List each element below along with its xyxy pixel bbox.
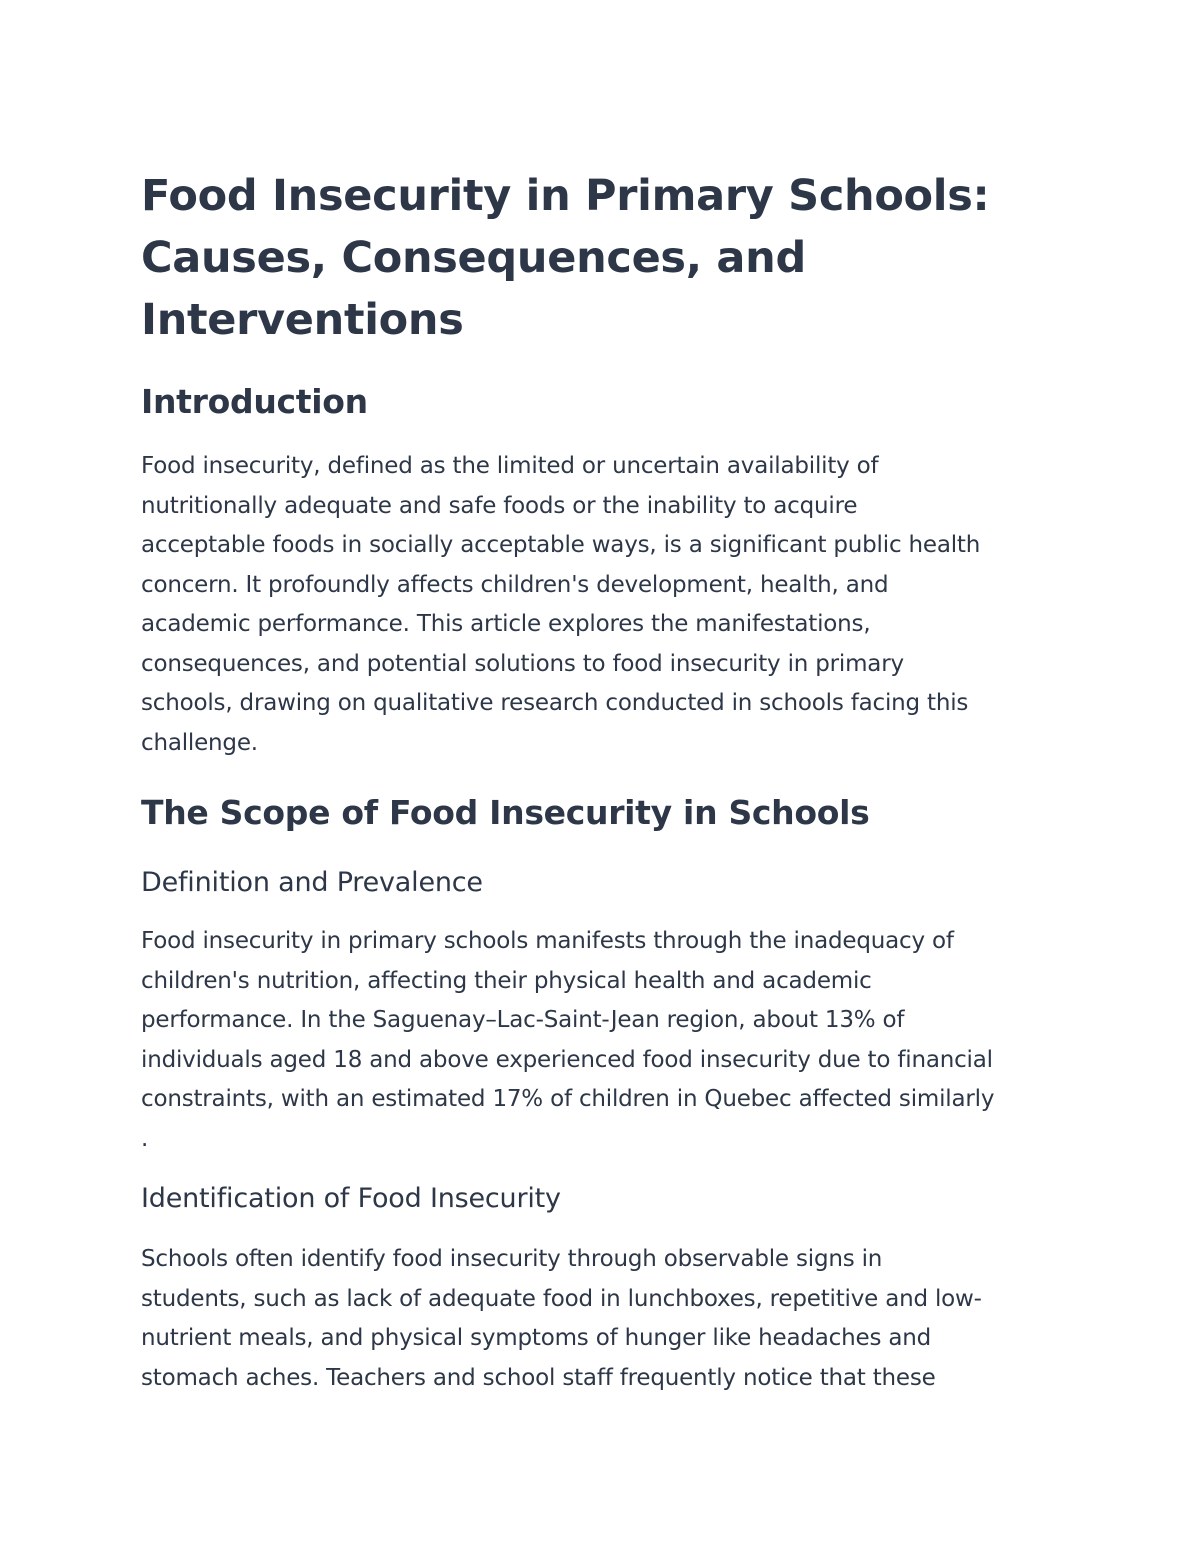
text-line: children's nutrition, affecting their physical health and academic xyxy=(141,967,872,994)
heading-scope: The Scope of Food Insecurity in Schools xyxy=(141,793,870,832)
text-line: concern. It profoundly affects children's development, health, and xyxy=(141,571,889,598)
text-line: stomach aches. Teachers and school staff frequently notice that these xyxy=(141,1364,936,1391)
text-line: constraints, with an estimated 17% of children in Quebec affected similarly xyxy=(141,1086,995,1112)
text-line: Schools often identify food insecurity through observable signs in xyxy=(141,1246,883,1272)
text-line: nutritionally adequate and safe foods or the inability to acquire xyxy=(141,492,858,519)
paragraph-identification xyxy=(141,1240,1061,1398)
text-line: performance. In the Saguenay–Lac-Saint-Jean region, about 13% of xyxy=(141,1007,905,1033)
heading-definition-prevalence: Definition and Prevalence xyxy=(141,867,483,898)
paragraph-introduction xyxy=(141,447,1061,763)
text-line: Food insecurity in primary schools manifests through the inadequacy of xyxy=(141,928,954,954)
heading-identification: Identification of Food Insecurity xyxy=(141,1183,561,1214)
text-line: . xyxy=(141,1125,149,1152)
text-line: acceptable foods in socially acceptable ways, is a significant public health xyxy=(141,532,981,558)
text-line: Food insecurity, defined as the limited or uncertain availability of xyxy=(141,453,879,479)
text-line: students, such as lack of adequate food in lunchboxes, repetitive and low- xyxy=(141,1285,982,1312)
text-line: challenge. xyxy=(141,729,258,756)
paragraph-definition-prevalence xyxy=(141,922,1061,1159)
document-title: Food Insecurity in Primary Schools: Causes, Consequences, and Interventions xyxy=(141,171,990,345)
text-line: academic performance. This article explores the manifestations, xyxy=(141,611,871,637)
text-line: individuals aged 18 and above experienced food insecurity due to financial xyxy=(141,1046,993,1073)
text-line: schools, drawing on qualitative research conducted in schools facing this xyxy=(141,690,969,716)
text-line: consequences, and potential solutions to food insecurity in primary xyxy=(141,650,904,677)
text-line: nutrient meals, and physical symptoms of hunger like headaches and xyxy=(141,1325,932,1351)
heading-introduction: Introduction xyxy=(141,382,368,421)
